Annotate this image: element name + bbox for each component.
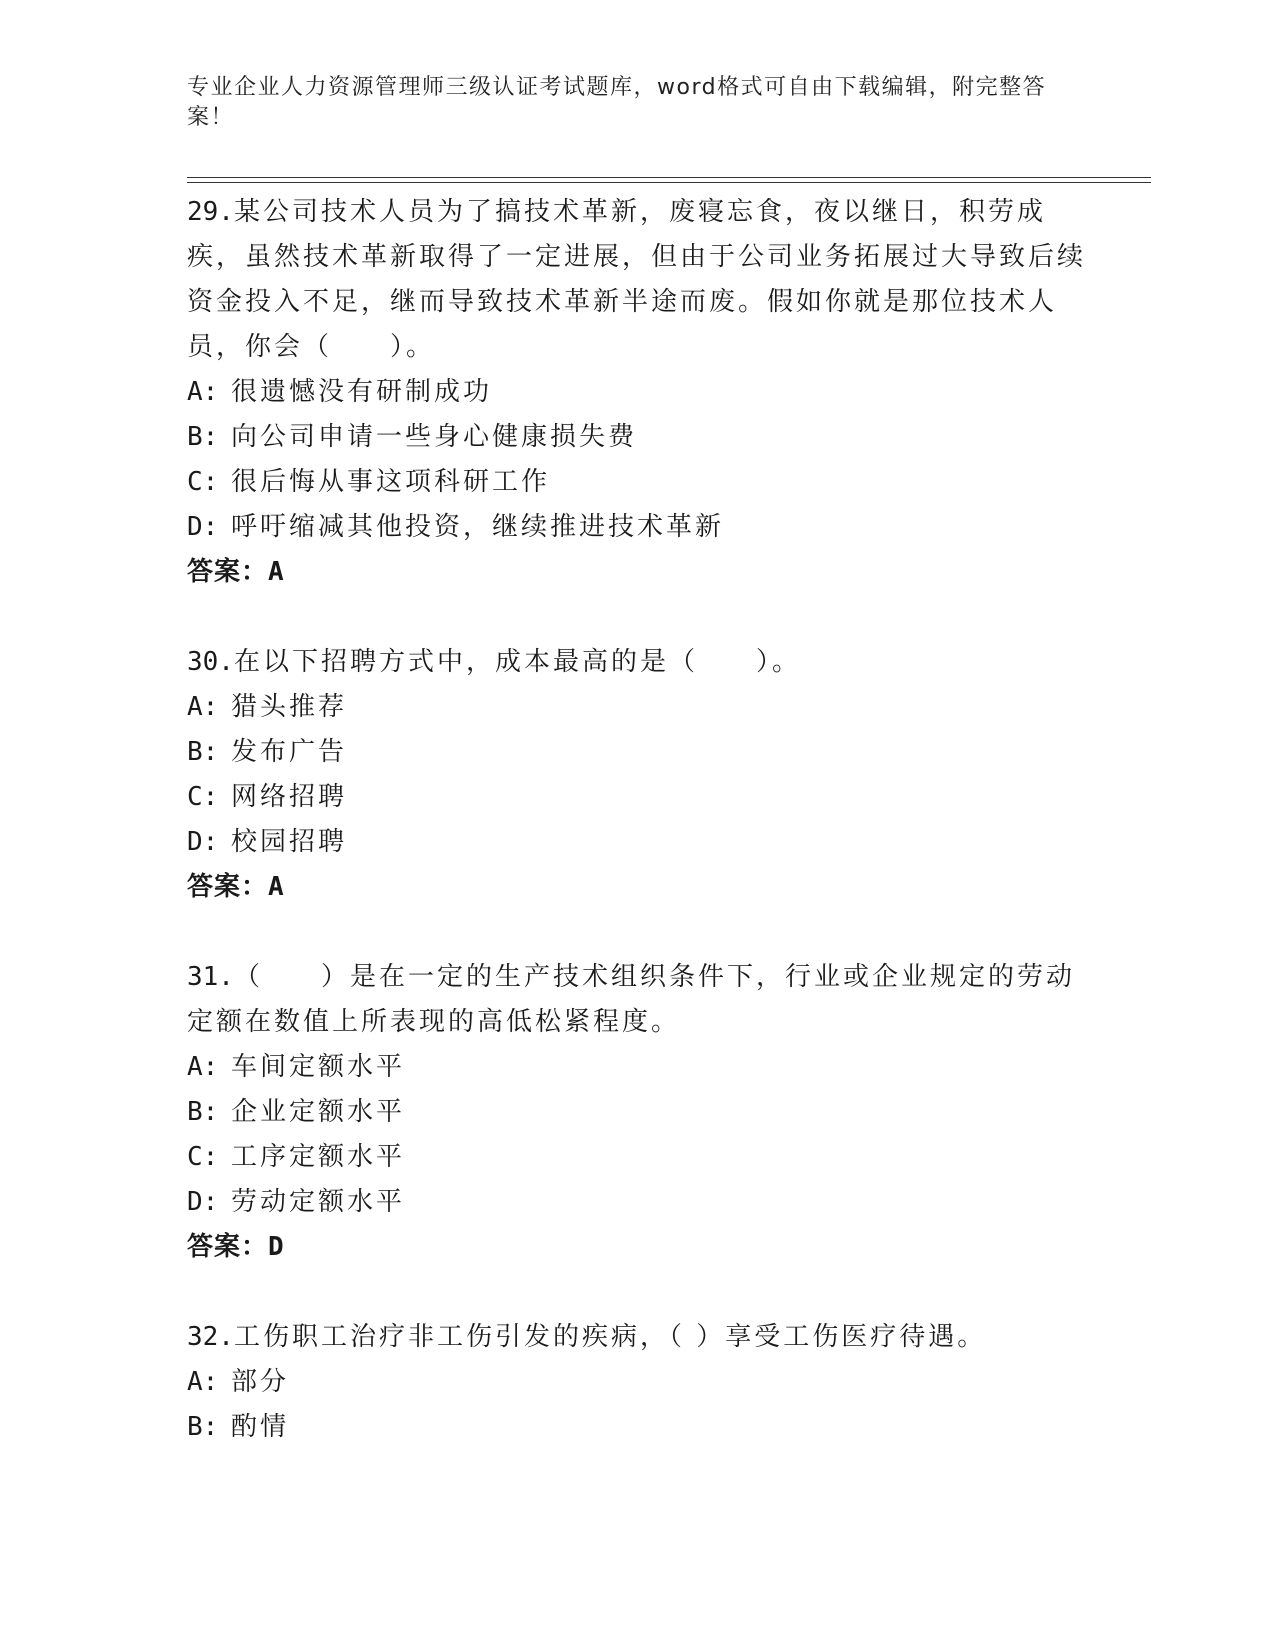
option-text: 猎头推荐 xyxy=(231,692,348,722)
option-text: 部分 xyxy=(231,1367,290,1397)
option-d xyxy=(187,505,1087,550)
question-31 xyxy=(187,955,1087,1270)
option-b xyxy=(187,415,1087,460)
answer-line xyxy=(187,550,1087,595)
question-stem-text: 在以下招聘方式中，成本最高的是（ ）。 xyxy=(233,647,801,677)
answer-line xyxy=(187,1225,1087,1270)
question-spacer xyxy=(187,910,1087,955)
option-c xyxy=(187,775,1087,820)
question-spacer xyxy=(187,595,1087,640)
option-letter: C: xyxy=(187,782,219,812)
option-letter: A: xyxy=(187,1367,219,1397)
option-letter: B: xyxy=(187,422,219,452)
option-letter: A: xyxy=(187,692,219,722)
question-stem-text: 某公司技术人员为了搞技术革新，废寝忘食，夜以继日，积劳成疾，虽然技术革新取得了一定进展，但由于公司业务拓展过大导致后续资金投入不足，继而导致技术革新半途而废。假如你就是那位技术人员，你会（ ）。 xyxy=(187,197,1087,362)
option-text: 发布广告 xyxy=(231,737,348,767)
option-letter: C: xyxy=(187,1142,219,1172)
option-text: 呼吁缩减其他投资，继续推进技术革新 xyxy=(231,512,725,542)
option-letter: B: xyxy=(187,1097,219,1127)
option-b xyxy=(187,730,1087,775)
question-stem-text: （ ）是在一定的生产技术组织条件下，行业或企业规定的劳动定额在数值上所表现的高低松紧程度。 xyxy=(187,962,1075,1037)
question-30 xyxy=(187,640,1087,910)
answer-label: 答案： xyxy=(187,872,269,902)
option-text: 酌情 xyxy=(231,1412,290,1442)
answer-label: 答案： xyxy=(187,1232,269,1262)
answer-value: A xyxy=(268,872,285,902)
header-divider-bottom xyxy=(187,182,1151,183)
question-stem xyxy=(187,1315,1087,1360)
question-29 xyxy=(187,190,1087,595)
question-number: 30. xyxy=(187,647,234,677)
option-text: 工序定额水平 xyxy=(231,1142,406,1172)
question-32 xyxy=(187,1315,1087,1450)
question-number: 32. xyxy=(187,1322,234,1352)
option-d xyxy=(187,1180,1087,1225)
option-b xyxy=(187,1090,1087,1135)
option-text: 企业定额水平 xyxy=(231,1097,406,1127)
question-stem-text: 工伤职工治疗非工伤引发的疾病，（ ）享受工伤医疗待遇。 xyxy=(233,1322,987,1352)
option-text: 车间定额水平 xyxy=(231,1052,406,1082)
option-text: 向公司申请一些身心健康损失费 xyxy=(231,422,638,452)
option-a xyxy=(187,685,1087,730)
option-a xyxy=(187,1360,1087,1405)
answer-value: A xyxy=(268,557,285,587)
option-letter: D: xyxy=(187,1187,219,1217)
question-stem xyxy=(187,190,1087,370)
option-a xyxy=(187,370,1087,415)
option-letter: D: xyxy=(187,827,219,857)
option-letter: B: xyxy=(187,1412,219,1442)
option-a xyxy=(187,1045,1087,1090)
option-b xyxy=(187,1405,1087,1450)
option-d xyxy=(187,820,1087,865)
question-stem xyxy=(187,640,1087,685)
question-stem xyxy=(187,955,1087,1045)
option-letter: B: xyxy=(187,737,219,767)
option-text: 网络招聘 xyxy=(231,782,348,812)
option-letter: A: xyxy=(187,377,219,407)
option-text: 很后悔从事这项科研工作 xyxy=(231,467,551,497)
option-text: 劳动定额水平 xyxy=(231,1187,406,1217)
option-c xyxy=(187,1135,1087,1180)
question-spacer xyxy=(187,1270,1087,1315)
option-letter: D: xyxy=(187,512,219,542)
answer-line xyxy=(187,865,1087,910)
header-divider-top xyxy=(187,177,1151,178)
question-number: 31. xyxy=(187,962,234,992)
document-header: 专业企业人力资源管理师三级认证考试题库，word格式可自由下载编辑，附完整答案！ xyxy=(187,75,1047,130)
option-text: 很遗憾没有研制成功 xyxy=(231,377,493,407)
question-number: 29. xyxy=(187,197,234,227)
option-c xyxy=(187,460,1087,505)
answer-label: 答案： xyxy=(187,557,269,587)
option-text: 校园招聘 xyxy=(231,827,348,857)
option-letter: C: xyxy=(187,467,219,497)
option-letter: A: xyxy=(187,1052,219,1082)
question-list xyxy=(187,190,1087,1450)
answer-value: D xyxy=(268,1232,285,1262)
